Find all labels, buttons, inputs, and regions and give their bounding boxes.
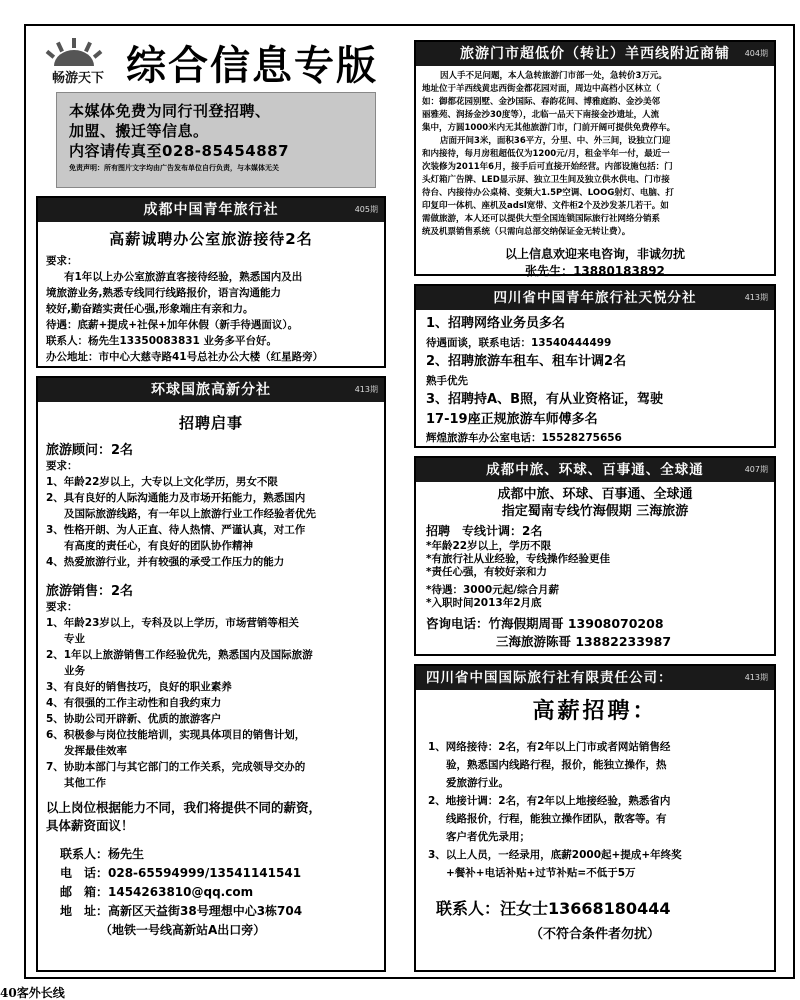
svg-text:畅游天下: 畅游天下: [51, 71, 105, 86]
contact-block: 联系人：杨先生 电 话：028-65594999/13541141541 邮 箱：1454263810@qq.com 地 址：高新区天益街38号理想中心3栋704 （地铁一号线高新站A出口旁）: [60, 847, 303, 937]
ad-chengdu-zl: 成都中旅、环球、百事通、全球通 407期 成都中旅、环球、百事通、全球通 指定蜀南专线竹海假期 三海旅游 招聘 专线计调：2名 *年龄22岁以上，学历不限 *有旅行社从业经验，专线操作经验更佳 *责任心强，有较好亲和力 *待遇：3000元起/综合月薪 *入职时间2013年2月底 咨询电话：竹海假期周哥 13908070208 三海旅游陈哥 13882233987: [414, 456, 776, 656]
page-footer: 40客外长线: [0, 986, 65, 1000]
pos2-reqs: 1、年龄23岁以上，专科及以上学历，市场营销等相关 专业 2、1年以上旅游销售工作经验优先，熟悉国内及国际旅游 业务 3、有良好的销售技巧，良好的职业素养 4、有很强的工作主动性和自我约束力 5、协助公司开辟新、优质的旅游客户 6、积极参与岗位技能培训，实现具体项目的销售计划， 发挥最佳效率 7、协助本部门与其它部门的工作关系，完成领导交办的 其他工作: [46, 617, 313, 789]
ad-header: 四川省中国青年旅行社天悦分社 413期: [416, 286, 774, 310]
sun-logo-icon: [36, 36, 120, 88]
ad-header: 环球国旅高新分社 413期: [38, 378, 384, 402]
ad-title: 招聘启事: [178, 414, 243, 432]
pos1-reqs: 1、年龄22岁以上，大专以上文化学历，男女不限 2、具有良好的人际沟通能力及市场开拓能力，熟悉国内 及国际旅游线路，有一年以上旅游行业工作经验者优先 3、性格开朗、为人正直、待人热情、严谨认真，对工作 有高度的责任心，有良好的团队协作精神 4、热爱旅游行业，并有较强的承受工作压力的能力: [46, 476, 316, 568]
ad-cyts-office: 成都中国青年旅行社 405期 高薪诚聘办公室旅游接待2名 要求： 有1年以上办公室旅游直客接待经验，熟悉国内及出 境旅游业务,熟悉专线同行线路报价，语言沟通能力 较好,勤奋踏实责任心强,形象端庄有亲和力。 待遇：底薪+提成+社保+加年休假（新手待遇面议）。 联系人：杨先生13350083831 业务多平台好。 办公地址：市中心大慈寺路41号总社办公大楼（红星路旁）: [36, 196, 386, 368]
ad-header: 成都中国青年旅行社 405期: [38, 198, 384, 222]
ad-tianyue: 四川省中国青年旅行社天悦分社 413期 1、招聘网络业务员多名 待遇面谈，联系电话：13540444499 2、招聘旅游车租车、租车计调2名 熟手优先 3、招聘持A、B照，有从业资格证，驾驶 17-19座正规旅游车师傅多名 辉煌旅游车办公室电话：15528275656: [414, 284, 776, 448]
closing-text: 以上岗位根据能力不同，我们将提供不同的薪资， 具体薪资面议！: [46, 800, 322, 833]
ad-store-transfer: 旅游门市超低价（转让）羊西线附近商铺 404期 因人手不足问题，本人急转旅游门市部一处，急转价3万元。 地址位于羊西线黄忠西街金都花园对面，周边中高档小区林立（ 如：御都花园别墅、金沙国际、春韵花间、博雅庭韵、金沙美邻 丽雅苑、润扬金沙30度等），北临一品天下南接金沙遗址，人流 集中，方圆1000米内无其他旅游门市，门前开阔可提供免费停车。 店面开间3米，面积36平方，分里、中、外三间，设独立门迎 和内接待，每月房租超低仅为1200元/月，租金半年一付，最近一 次装修为2011年6月，接手后可直接开始经营。内部设施包括：门 头灯箱广告牌、LED显示屏、独立卫生间及独立供水供电、门市接 待台、内接待办公桌椅、变频大1.5P空调、LOOG射灯、电脑、打 印复印一体机、座机及adsl宽带、文件柜2个及沙发茶几若干。如 需做旅游，本人还可以提供大型全国连锁国际旅行社网络分销系 统及机票销售系统（只需向总部交纳保证金无转让费）。 以上信息欢迎来电咨询，非诚勿扰 张先生：13880183892: [414, 40, 776, 276]
notice-line: 加盟、搬迁等信息。: [69, 122, 209, 140]
ad-huanqiu: 环球国旅高新分社 413期 招聘启事 旅游顾问：2名 要求： 1、年龄22岁以上，大专以上文化学历，男女不限 2、具有良好的人际沟通能力及市场开拓能力，熟悉国内 及国际旅游线路，有一年以上旅游行业工作经验者优先 3、性格开朗、为人正直、待人热情、严谨认真，对工作 有高度的责任心，有良好的团队协作精神 4、热爱旅游行业，并有较强的承受工作压力的能力 旅游销售：2名 要求： 1、年龄23岁以上，专科及以上学历，市场营销等相关 专业 2、1年以上旅游销售工作经验优先，熟悉国内及国际旅游 业务 3、有良好的销售技巧，良好的职业素养 4、有很强的工作主动性和自我约束力 5、协助公司开辟新、优质的旅游客户 6、积极参与岗位技能培训，实现具体项目的销售计划， 发挥最佳效率 7、协助本部门与其它部门的工作关系，完成领导交办的 其他工作 以上岗位根据能力不同，我们将提供不同的薪资， 具体薪资面议！ 联系人：杨先生 电 话：028-65594999/13541141541 邮 箱：1454263810@qq.com 地 址：高新区天益街38号理想中心3栋704 （地铁一号线高新站A出口旁）: [36, 376, 386, 972]
free-notice-box: [56, 92, 376, 188]
ad-header: 成都中旅、环球、百事通、全球通 407期: [416, 458, 774, 482]
page-title: 综合信息专版: [126, 42, 378, 89]
ad-header: 四川省中国国际旅行社有限责任公司： 413期: [416, 666, 774, 690]
ad-header: 旅游门市超低价（转让）羊西线附近商铺 404期: [416, 42, 774, 66]
notice-line: 内容请传真至028-85454887: [69, 142, 290, 160]
disclaimer-text: 免责声明：所有图片文字均由广告发布单位自行负责，与本媒体无关: [69, 164, 279, 172]
ad-sichuan-intl: 四川省中国国际旅行社有限责任公司： 413期 高薪招聘： 1、网络接待：2名，有2年以上门市或者网站销售经 验，熟悉国内线路行程，报价，能独立操作，热 爱旅游行业。 2、地接计调：2名，有2年以上地接经验，熟悉省内 线路报价，行程，能独立操作团队，散客等。有 客户者优先录用； 3、以上人员，一经录用，底薪2000起+提成+年终奖 +餐补+电话补贴+过节补贴=不低于5万 联系人：汪女士13668180444 （不符合条件者勿扰）: [414, 664, 776, 972]
notice-line: 本媒体免费为同行刊登招聘、: [69, 102, 271, 120]
ad-title: 高薪诚聘办公室旅游接待2名: [109, 230, 313, 248]
masthead: [36, 30, 396, 90]
